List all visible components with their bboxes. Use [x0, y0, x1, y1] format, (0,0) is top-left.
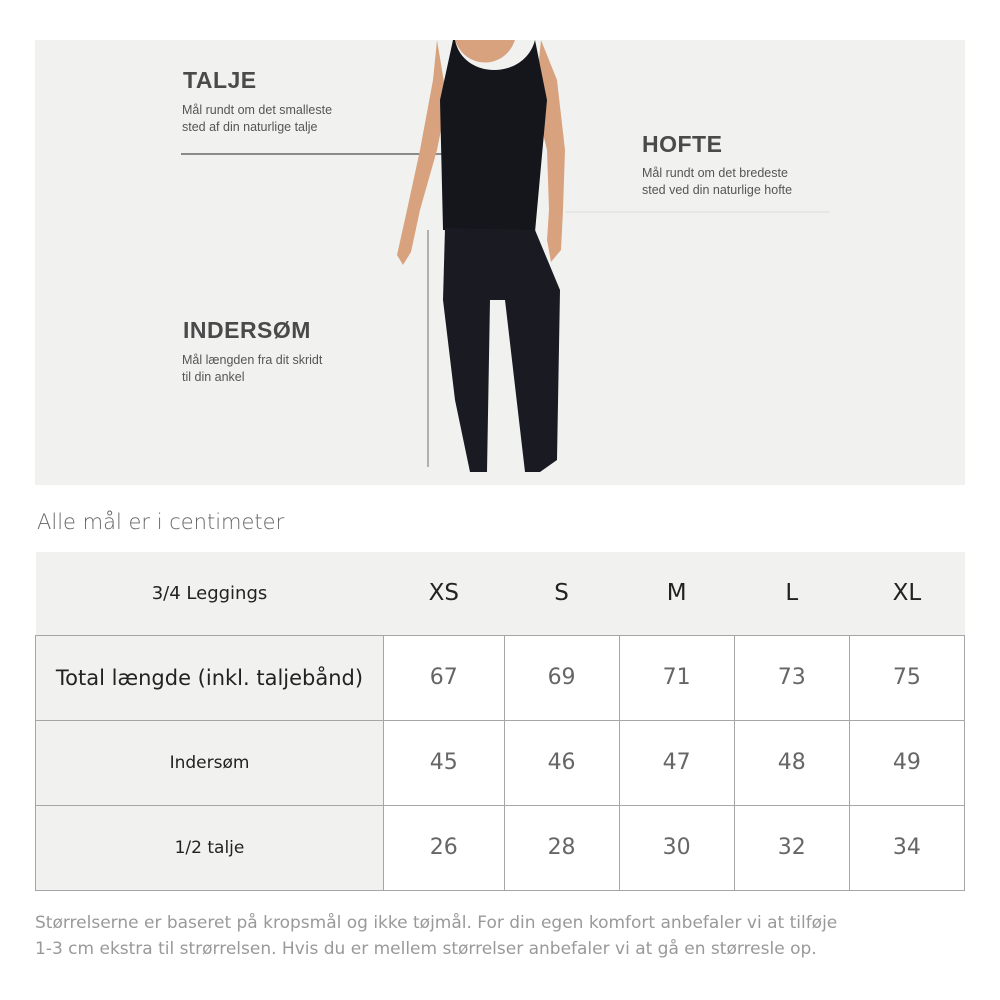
cell: 67	[384, 635, 505, 720]
table-row	[36, 805, 965, 890]
table-row	[36, 720, 965, 805]
row-label: 1/2 talje	[36, 805, 384, 890]
cell: 45	[384, 720, 505, 805]
cell: 73	[734, 635, 849, 720]
cell: 34	[849, 805, 964, 890]
table-row	[36, 635, 965, 720]
cell: 30	[619, 805, 734, 890]
product-name: 3/4 Leggings	[36, 552, 384, 635]
size-header: S	[504, 552, 619, 635]
inseam-description: Mål længden fra dit skridt til din ankel	[182, 353, 323, 384]
row-label: Total længde (inkl. taljebånd)	[36, 635, 384, 720]
cell: 71	[619, 635, 734, 720]
size-header: XS	[384, 552, 505, 635]
size-table	[35, 552, 965, 891]
cell: 46	[504, 720, 619, 805]
size-header: M	[619, 552, 734, 635]
size-header-row	[36, 552, 965, 635]
model-figure	[35, 40, 965, 485]
row-label: Indersøm	[36, 720, 384, 805]
cell: 49	[849, 720, 964, 805]
waist-title: TALJE	[183, 67, 257, 93]
units-note: Alle mål er i centimeter	[37, 510, 285, 534]
measurement-guide-panel	[35, 40, 965, 485]
size-header: XL	[849, 552, 964, 635]
cell: 47	[619, 720, 734, 805]
size-header: L	[734, 552, 849, 635]
cell: 75	[849, 635, 964, 720]
inseam-title: INDERSØM	[183, 317, 311, 343]
footnote: Størrelserne er baseret på kropsmål og ikke tøjmål. For din egen komfort anbefaler vi at tilføje 1-3 cm ekstra til strørrelsen. Hvis du er mellem størrelser anbefaler vi at gå en størresle op.	[35, 913, 838, 959]
hip-description: Mål rundt om det bredeste sted ved din naturlige hofte	[642, 166, 793, 197]
cell: 69	[504, 635, 619, 720]
waist-description: Mål rundt om det smalleste sted af din naturlige talje	[182, 103, 333, 134]
hip-title: HOFTE	[642, 131, 723, 157]
cell: 32	[734, 805, 849, 890]
cell: 48	[734, 720, 849, 805]
cell: 28	[504, 805, 619, 890]
cell: 26	[384, 805, 505, 890]
